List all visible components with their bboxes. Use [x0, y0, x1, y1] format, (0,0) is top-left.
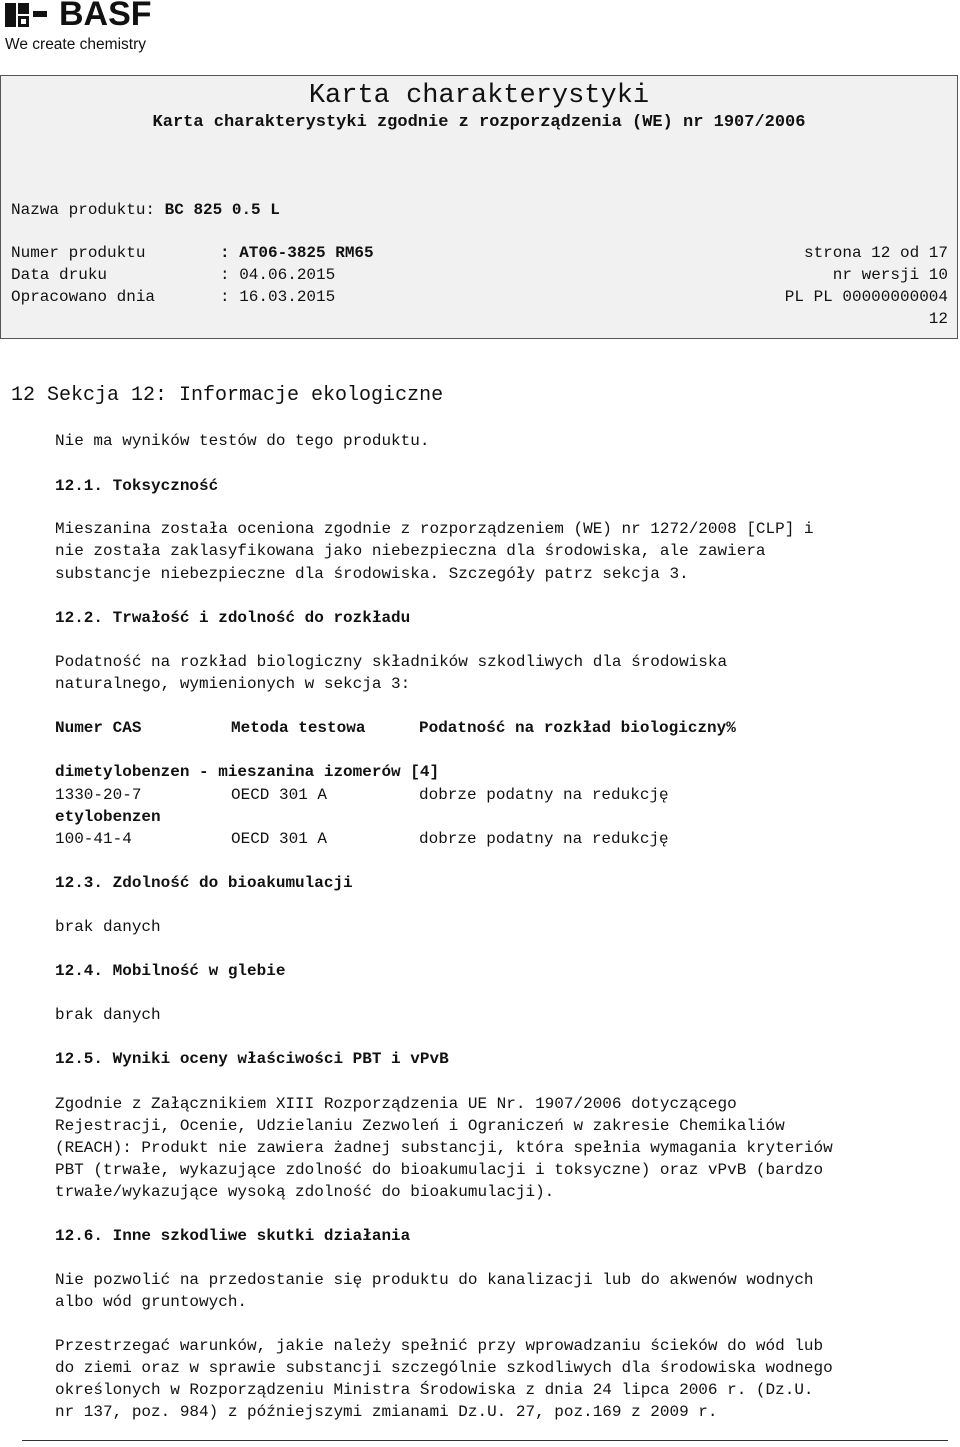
product-number-value: : AT06-3825 RM65	[220, 244, 374, 262]
s121-line-1: Mieszanina została oceniona zgodnie z rozporządzeniem (WE) nr 1272/2008 [CLP] i	[55, 520, 814, 538]
table-row-method: OECD 301 A	[231, 830, 328, 848]
header-section-number: 12	[928, 310, 948, 328]
table-header-degradability: Podatność na rozkład biologiczny%	[419, 719, 736, 737]
document-subtitle: Karta charakterystyki zgodnie z rozporządzenia (WE) nr 1907/2006	[152, 113, 806, 132]
table-row-cas: 100-41-4	[55, 830, 132, 848]
product-number-label: Numer produktu	[11, 244, 146, 262]
s125-line-3: (REACH): Produkt nie zawiera żadnej substancji, która spełnia wymagania kryteriów	[55, 1139, 833, 1157]
table-row-result: dobrze podatny na redukcję	[419, 830, 669, 848]
s123-heading: 12.3. Zdolność do bioakumulacji	[55, 874, 353, 892]
table-header-cas: Numer CAS	[55, 719, 142, 737]
prepared-value: : 16.03.2015	[220, 288, 336, 306]
product-name-value: BC 825 0.5 L	[164, 201, 280, 219]
table-row-result: dobrze podatny na redukcję	[419, 786, 669, 804]
section-intro: Nie ma wyników testów do tego produktu.	[55, 432, 430, 450]
s123-text: brak danych	[55, 918, 161, 936]
locale-info: PL PL 00000000004	[784, 288, 948, 306]
s125-line-2: Rejestracji, Ocenie, Udzielaniu Zezwoleń i Ograniczeń w zakresie Chemikaliów	[55, 1117, 785, 1135]
footer-rule	[22, 1440, 948, 1441]
s125-heading: 12.5. Wyniki oceny właściwości PBT i vPvB	[55, 1050, 449, 1068]
s126-para2-line-1: Przestrzegać warunków, jakie należy spełnić przy wprowadzaniu ścieków do wód lub	[55, 1337, 824, 1355]
print-date-label: Data druku	[11, 266, 108, 284]
s122-line-1: Podatność na rozkład biologiczny składników szkodliwych dla środowiska	[55, 653, 728, 671]
table-row-substance: dimetylobenzen - mieszanina izomerów [4]	[55, 763, 440, 781]
s124-text: brak danych	[55, 1006, 161, 1024]
table-row-substance: etylobenzen	[55, 808, 161, 826]
version-info: nr wersji 10	[832, 266, 948, 284]
product-name	[11, 199, 280, 221]
s121-line-3: substancje niebezpieczne dla środowiska. Szczegóły patrz sekcja 3.	[55, 565, 689, 583]
basf-brand-text: BASF	[59, 0, 152, 33]
s126-para2-line-3: określonych w Rozporządzeniu Ministra Środowiska z dnia 24 lipca 2006 r. (Dz.U.	[55, 1381, 814, 1399]
s121-heading: 12.1. Toksyczność	[55, 477, 219, 495]
table-row-cas: 1330-20-7	[55, 786, 142, 804]
product-name-label: Nazwa produktu:	[11, 201, 156, 219]
s121-line-2: nie została zaklasyfikowana jako niebezpieczna dla środowiska, ale zawiera	[55, 542, 766, 560]
table-row-method: OECD 301 A	[231, 786, 328, 804]
s126-para1-line-1: Nie pozwolić na przedostanie się produktu do kanalizacji lub do akwenów wodnych	[55, 1271, 814, 1289]
s126-para2-line-2: do ziemi oraz w sprawie substancji szczególnie szkodliwych dla środowiska wodnego	[55, 1359, 833, 1377]
basf-logo	[5, 0, 180, 58]
s126-para2-line-4: nr 137, poz. 984) z późniejszymi zmianami Dz.U. 27, poz.169 z 2009 r.	[55, 1403, 718, 1421]
s124-heading: 12.4. Mobilność w glebie	[55, 962, 286, 980]
s125-line-1: Zgodnie z Załącznikiem XIII Rozporządzenia UE Nr. 1907/2006 dotyczącego	[55, 1095, 737, 1113]
table-header-method: Metoda testowa	[231, 719, 366, 737]
s125-line-4: PBT (trwałe, wykazujące zdolność do bioakumulacji i toksyczne) oraz vPvB (bardzo	[55, 1161, 824, 1179]
print-date-value: : 04.06.2015	[220, 266, 336, 284]
s122-heading: 12.2. Trwałość i zdolność do rozkładu	[55, 609, 411, 627]
basf-logo-mark-icon	[5, 3, 53, 27]
s126-heading: 12.6. Inne szkodliwe skutki działania	[55, 1227, 411, 1245]
document-title: Karta charakterystyki	[308, 81, 650, 111]
basf-tagline: We create chemistry	[5, 36, 146, 53]
page-info: strona 12 od 17	[803, 244, 948, 262]
s125-line-5: trwałe/wykazujące wysoką zdolność do bioakumulacji).	[55, 1183, 555, 1201]
section-title: 12 Sekcja 12: Informacje ekologiczne	[11, 384, 444, 407]
s122-line-2: naturalnego, wymienionych w sekcja 3:	[55, 675, 411, 693]
s126-para1-line-2: albo wód gruntowych.	[55, 1293, 248, 1311]
prepared-label: Opracowano dnia	[11, 288, 156, 306]
